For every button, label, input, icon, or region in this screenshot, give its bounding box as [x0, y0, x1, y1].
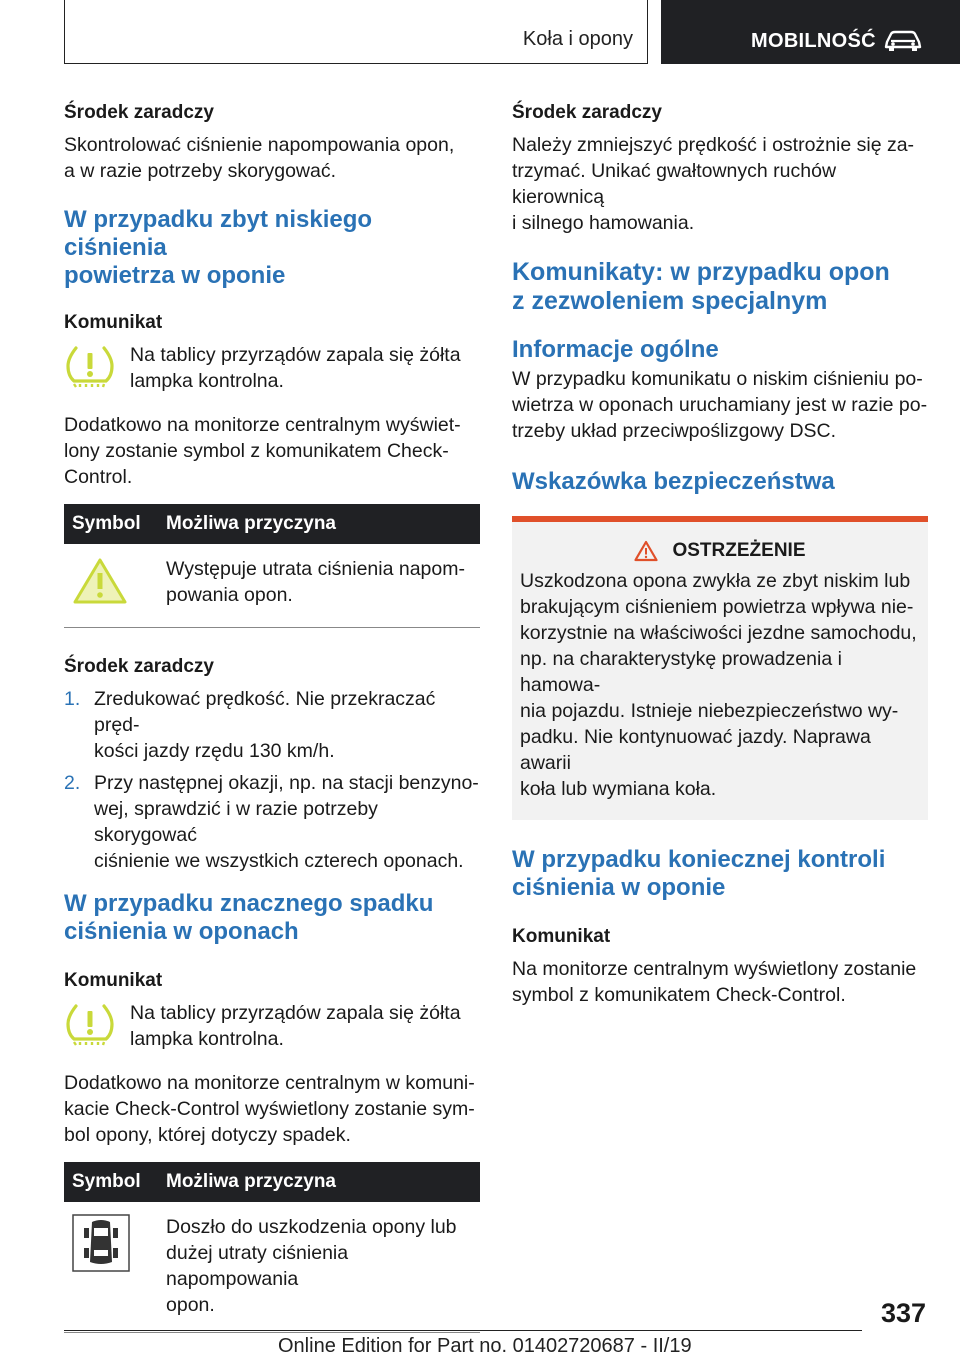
table-row [64, 544, 480, 628]
section-heading-safety: Wskazówka bezpieczeństwa [512, 468, 835, 495]
list-item [64, 686, 480, 764]
step-number: 2. [64, 772, 81, 794]
step-text: Zredukować prędkość. Nie przekraczać pręd- kości jazdy rzędu 130 km/h. [94, 688, 436, 762]
table-header-cause: Możliwa przyczyna [158, 504, 480, 544]
section-heading-general: Informacje ogólne [512, 336, 719, 363]
message-row [64, 342, 480, 394]
tire-pressure-warning-icon [64, 1002, 116, 1046]
warning-box [512, 516, 928, 820]
table-cause-text-2: Doszło do uszkodzenia opony lub dużej utraty ciśnienia napompowania opon. [158, 1202, 480, 1333]
table-header-symbol: Symbol [64, 1162, 158, 1202]
header-chapter-box [661, 0, 960, 64]
section-heading-special-tires: Komunikaty: w przypadku opon z zezwoleniem specjalnym [512, 258, 890, 315]
table-cause-text: Występuje utrata ciśnienia napom- powania opon. [158, 544, 480, 628]
table-row [64, 1202, 480, 1333]
general-info-text: W przypadku komunikatu o niskim ciśnieniu po- wietrza w oponach uruchamiany jest w razie po- trzeby układ przeciwpoślizgowy DSC. [512, 368, 928, 442]
remedy-text-right: Należy zmniejszyć prędkość i ostrożnie się za- trzymać. Unikać gwałtownych ruchów kierownicą i silnego hamowania. [512, 134, 915, 234]
left-column [64, 100, 480, 1333]
remedy-title-2: Środek zaradczy [64, 656, 214, 677]
page-number: 337 [880, 1298, 926, 1328]
message-text-right: Na monitorze centralnym wyświetlony zostanie symbol z komunikatem Check-Control. [512, 958, 917, 1006]
table-header-cause: Możliwa przyczyna [158, 1162, 480, 1202]
section-heading-check-pressure: W przypadku koniecznej kontroli ciśnienia w oponie [512, 846, 886, 901]
warning-title: OSTRZEŻENIE [672, 540, 806, 561]
remedy-title-right: Środek zaradczy [512, 102, 662, 123]
message-text-2: Na tablicy przyrządów zapala się żółta lampka kontrolna. [130, 1002, 461, 1050]
warning-triangle-icon [72, 556, 128, 606]
remedy-title: Środek zaradczy [64, 102, 214, 123]
header-section-box [64, 0, 648, 64]
section-heading-low-pressure: W przypadku zbyt niskiego ciśnienia powietrza w oponie [64, 206, 373, 289]
additional-info-text: Dodatkowo na monitorze centralnym wyświet- lony zostanie symbol z komunikatem Check- Control. [64, 414, 461, 488]
message-label-right: Komunikat [512, 926, 611, 947]
list-item [64, 770, 480, 874]
tire-pressure-warning-icon [64, 344, 116, 388]
section-heading-pressure-drop: W przypadku znacznego spadku ciśnienia w oponach [64, 890, 434, 945]
table-header-symbol: Symbol [64, 504, 158, 544]
car-top-view-icon [72, 1214, 130, 1272]
footer-edition: Online Edition for Part no. 01402720687 - II/19 [278, 1335, 692, 1357]
warning-text: Uszkodzona opona zwykła ze zbyt niskim lub brakującym ciśnieniem powietrza wpływa nie- korzystnie na właściwości jezdne samochodu, np. na charakterystykę prowadzenia i hamowa- nia pojazdu. Istnieje niebezpieczeństwo wy- padku. Nie kontynuować jazdy. Naprawa awarii koła lub wymiana koła. [520, 570, 917, 800]
car-icon [883, 28, 923, 52]
warning-icon [634, 540, 658, 562]
warning-header [520, 540, 920, 562]
message-label-2: Komunikat [64, 970, 163, 991]
step-number: 1. [64, 688, 81, 710]
steps-list [64, 686, 480, 874]
symbol-table [64, 504, 480, 628]
additional-info-text-2: Dodatkowo na monitorze centralnym w komuni- kacie Check-Control wyświetlony zostanie sym- bol opony, której dotyczy spadek. [64, 1072, 475, 1146]
step-text: Przy następnej okazji, np. na stacji benzyno- wej, sprawdzić i w razie potrzeby skorygować ciśnienie we wszystkich czterech oponach. [94, 772, 479, 872]
symbol-table-2 [64, 1162, 480, 1333]
remedy-text: Skontrolować ciśnienie napompowania opon, a w razie potrzeby skorygować. [64, 134, 455, 182]
message-label: Komunikat [64, 312, 163, 333]
footer-divider [64, 1330, 862, 1331]
right-column [512, 100, 928, 1008]
message-row-2 [64, 1000, 480, 1052]
header-section-title: Koła i opony [522, 28, 633, 50]
header-chapter-title: MOBILNOŚĆ [751, 30, 876, 52]
message-text: Na tablicy przyrządów zapala się żółta lampka kontrolna. [130, 344, 461, 392]
